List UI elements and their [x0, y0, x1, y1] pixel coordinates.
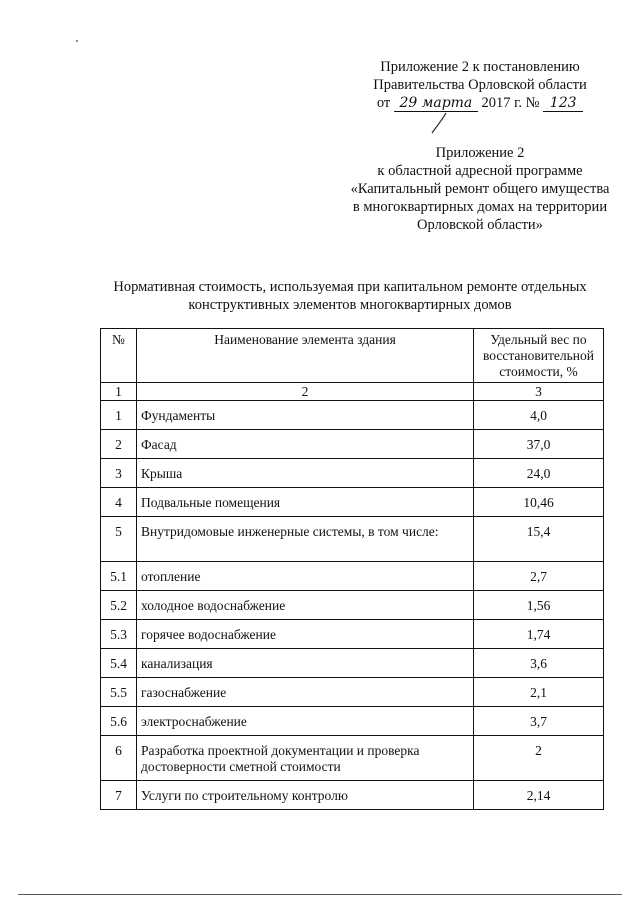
table-row [101, 649, 604, 678]
row-element-name: канализация [137, 649, 474, 678]
row-number: 5.2 [101, 591, 137, 620]
appendix2-line1: Приложение 2 [435, 145, 525, 161]
row-weight-value: 1,74 [474, 620, 604, 649]
appendix-to-program [330, 144, 630, 234]
cost-table [100, 328, 604, 810]
row-element-name: газоснабжение [137, 678, 474, 707]
table-header-row [101, 329, 604, 383]
row-element-name: электроснабжение [137, 707, 474, 736]
row-element-name: отопление [137, 562, 474, 591]
scan-speck [76, 40, 78, 42]
row-number: 2 [101, 430, 137, 459]
date-prefix: от [376, 95, 391, 111]
title-line2: конструктивных элементов многоквартирных домов [188, 297, 512, 313]
row-number: 5.1 [101, 562, 137, 591]
table-row [101, 678, 604, 707]
row-weight-value: 2,7 [474, 562, 604, 591]
appendix1-date-line [330, 94, 630, 112]
table-row [101, 517, 604, 562]
row-weight-value: 2,14 [474, 781, 604, 810]
row-weight-value: 15,4 [474, 517, 604, 562]
appendix2-line3: «Капитальный ремонт общего имущества [350, 181, 610, 197]
row-number: 5.6 [101, 707, 137, 736]
index-cell: 1 [101, 383, 137, 401]
row-number: 5 [101, 517, 137, 562]
row-weight-value: 3,7 [474, 707, 604, 736]
appendix1-line2: Правительства Орловской области [373, 77, 587, 93]
row-element-name: Подвальные помещения [137, 488, 474, 517]
row-number: 1 [101, 401, 137, 430]
row-weight-value: 2 [474, 736, 604, 781]
row-weight-value: 37,0 [474, 430, 604, 459]
row-number: 5.3 [101, 620, 137, 649]
row-element-name: Фундаменты [137, 401, 474, 430]
row-element-name: Фасад [137, 430, 474, 459]
pen-stroke-mark [430, 112, 448, 134]
row-number: 4 [101, 488, 137, 517]
row-weight-value: 10,46 [474, 488, 604, 517]
handwritten-number: 123 [543, 96, 583, 112]
row-number: 5.5 [101, 678, 137, 707]
table-row [101, 562, 604, 591]
row-number: 3 [101, 459, 137, 488]
row-weight-value: 2,1 [474, 678, 604, 707]
row-element-name: Крыша [137, 459, 474, 488]
row-element-name: Внутридомовые инженерные системы, в том числе: [137, 517, 474, 562]
table-row [101, 591, 604, 620]
table-row [101, 401, 604, 430]
row-weight-value: 4,0 [474, 401, 604, 430]
row-element-name: горячее водоснабжение [137, 620, 474, 649]
year-and-number-label: 2017 г. № [481, 95, 540, 111]
row-number: 7 [101, 781, 137, 810]
row-element-name: Услуги по строительному контролю [137, 781, 474, 810]
table-index-row [101, 383, 604, 401]
header-number: № [101, 329, 137, 383]
index-cell: 3 [474, 383, 604, 401]
appendix2-line4: в многоквартирных домах на территории [352, 199, 608, 215]
row-element-name: Разработка проектной документации и проверка достоверности сметной стоимости [137, 736, 474, 781]
row-weight-value: 3,6 [474, 649, 604, 678]
appendix2-line5: Орловской области» [417, 217, 543, 233]
handwritten-date: 29 марта [394, 96, 478, 112]
title-line1: Нормативная стоимость, используемая при капитальном ремонте отдельных [113, 279, 587, 295]
table-row [101, 620, 604, 649]
header-weight: Удельный вес по восстановительной стоимости, % [474, 329, 604, 383]
row-number: 6 [101, 736, 137, 781]
header-element-name: Наименование элемента здания [137, 329, 474, 383]
table-row [101, 430, 604, 459]
row-weight-value: 1,56 [474, 591, 604, 620]
table-row [101, 707, 604, 736]
scan-edge-line [18, 894, 622, 895]
row-number: 5.4 [101, 649, 137, 678]
row-weight-value: 24,0 [474, 459, 604, 488]
table-row [101, 781, 604, 810]
appendix1-line1: Приложение 2 к постановлению [380, 59, 580, 75]
appendix-to-resolution [330, 58, 630, 112]
document-title [95, 278, 605, 314]
table-row [101, 488, 604, 517]
index-cell: 2 [137, 383, 474, 401]
table-row [101, 736, 604, 781]
appendix2-line2: к областной адресной программе [377, 163, 583, 179]
table-row [101, 459, 604, 488]
row-element-name: холодное водоснабжение [137, 591, 474, 620]
